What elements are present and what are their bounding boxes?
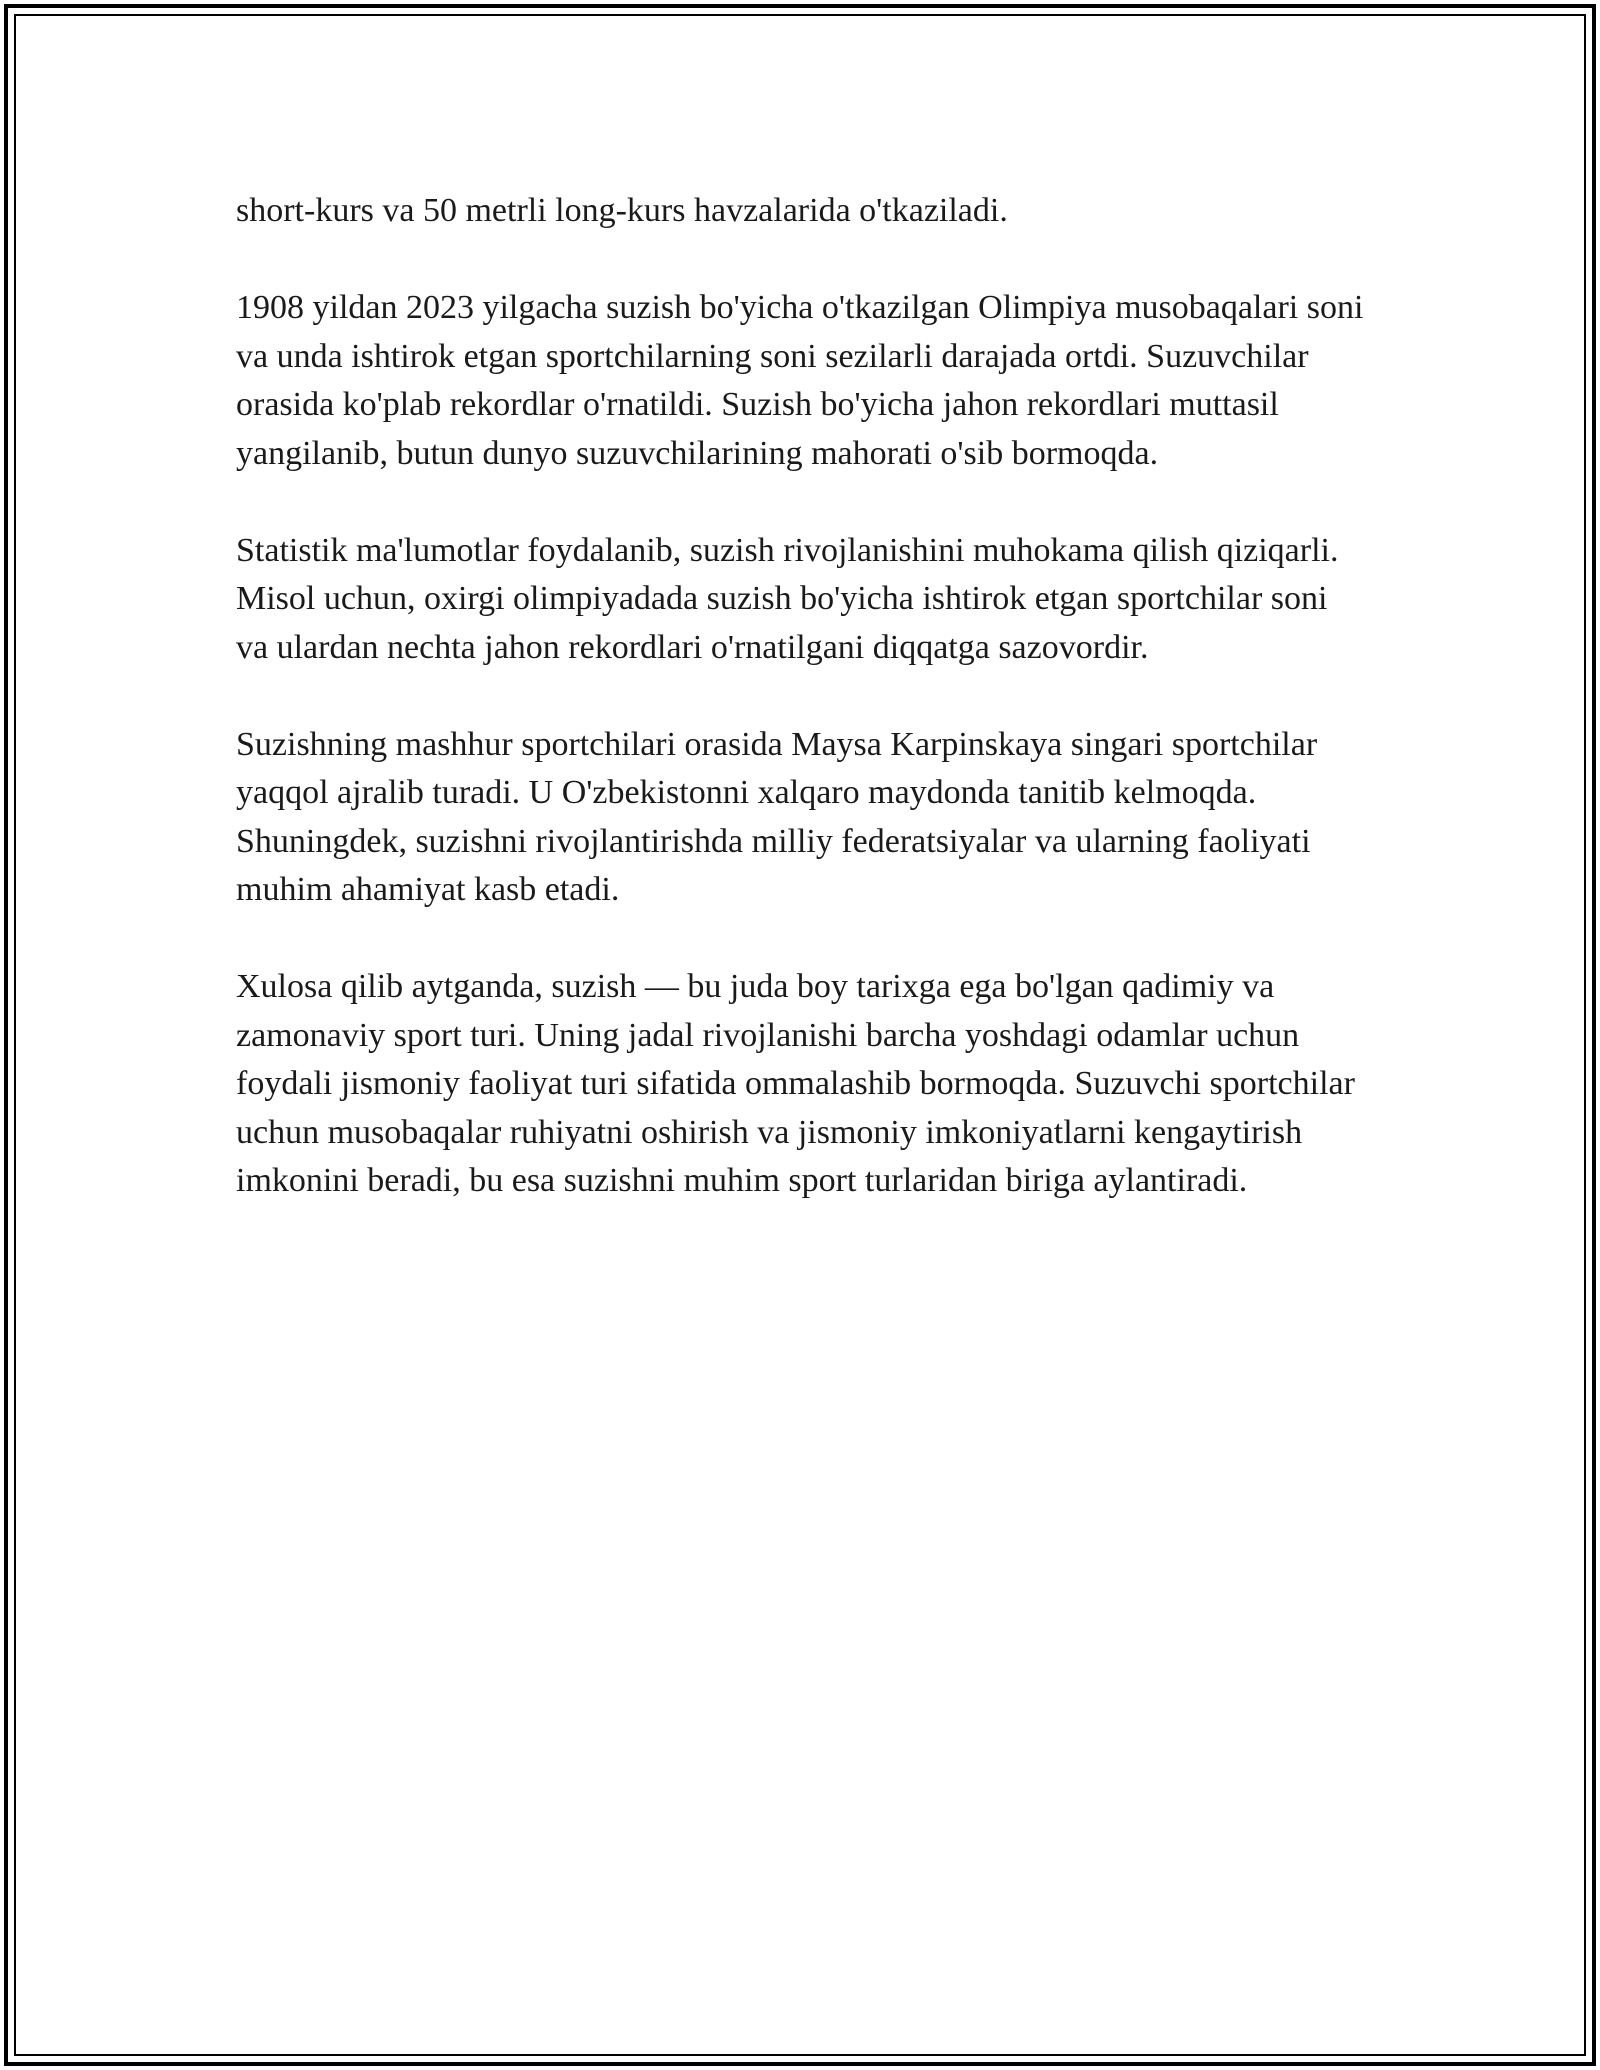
paragraph-4: Suzishning mashhur sportchilari orasida Maysa Karpinskaya singari sportchilar yaqqol ajralib turadi. U O'zbekistonni xalqaro maydonda tanitib kelmoqda. Shuningdek, suzishni rivojlantirishda milliy federatsiyalar va ularning faoliyati muhim ahamiyat kasb etadi. xyxy=(236,725,1318,908)
paragraph-2: 1908 yildan 2023 yilgacha suzish bo'yicha o'tkazilgan Olimpiya musobaqalari soni va unda ishtirok etgan sportchilarning soni sezilarli darajada ortdi. Suzuvchilar orasida ko'plab rekordlar o'rnatildi. Suzish bo'yicha jahon rekordlari muttasil yangilanib, butun dunyo suzuvchilarining mahorati o'sib bormoqda. xyxy=(236,289,1364,472)
document-body xyxy=(236,187,1366,1254)
paragraph-3: Statistik ma'lumotlar foydalanib, suzish rivojlanishini muhokama qilish qiziqarli. Misol uchun, oxirgi olimpiyadada suzish bo'yicha ishtirok etgan sportchilar soni va ulardan nechta jahon rekordlari o'rnatilgani diqqatga sazovordir. xyxy=(236,531,1339,666)
paragraph-1: short-kurs va 50 metrli long-kurs havzalarida o'tkaziladi. xyxy=(236,192,1008,229)
paragraph-5: Xulosa qilib aytganda, suzish — bu juda boy tarixga ega bo'lgan qadimiy va zamonaviy sport turi. Uning jadal rivojlanishi barcha yoshdagi odamlar uchun foydali jismoniy faoliyat turi sifatida ommalashib bormoqda. Suzuvchi sportchilar uchun musobaqalar ruhiyatni oshirish va jismoniy imkoniyatlarni kengaytirish imkonini beradi, bu esa suzishni muhim sport turlaridan biriga aylantiradi. xyxy=(236,968,1355,1199)
